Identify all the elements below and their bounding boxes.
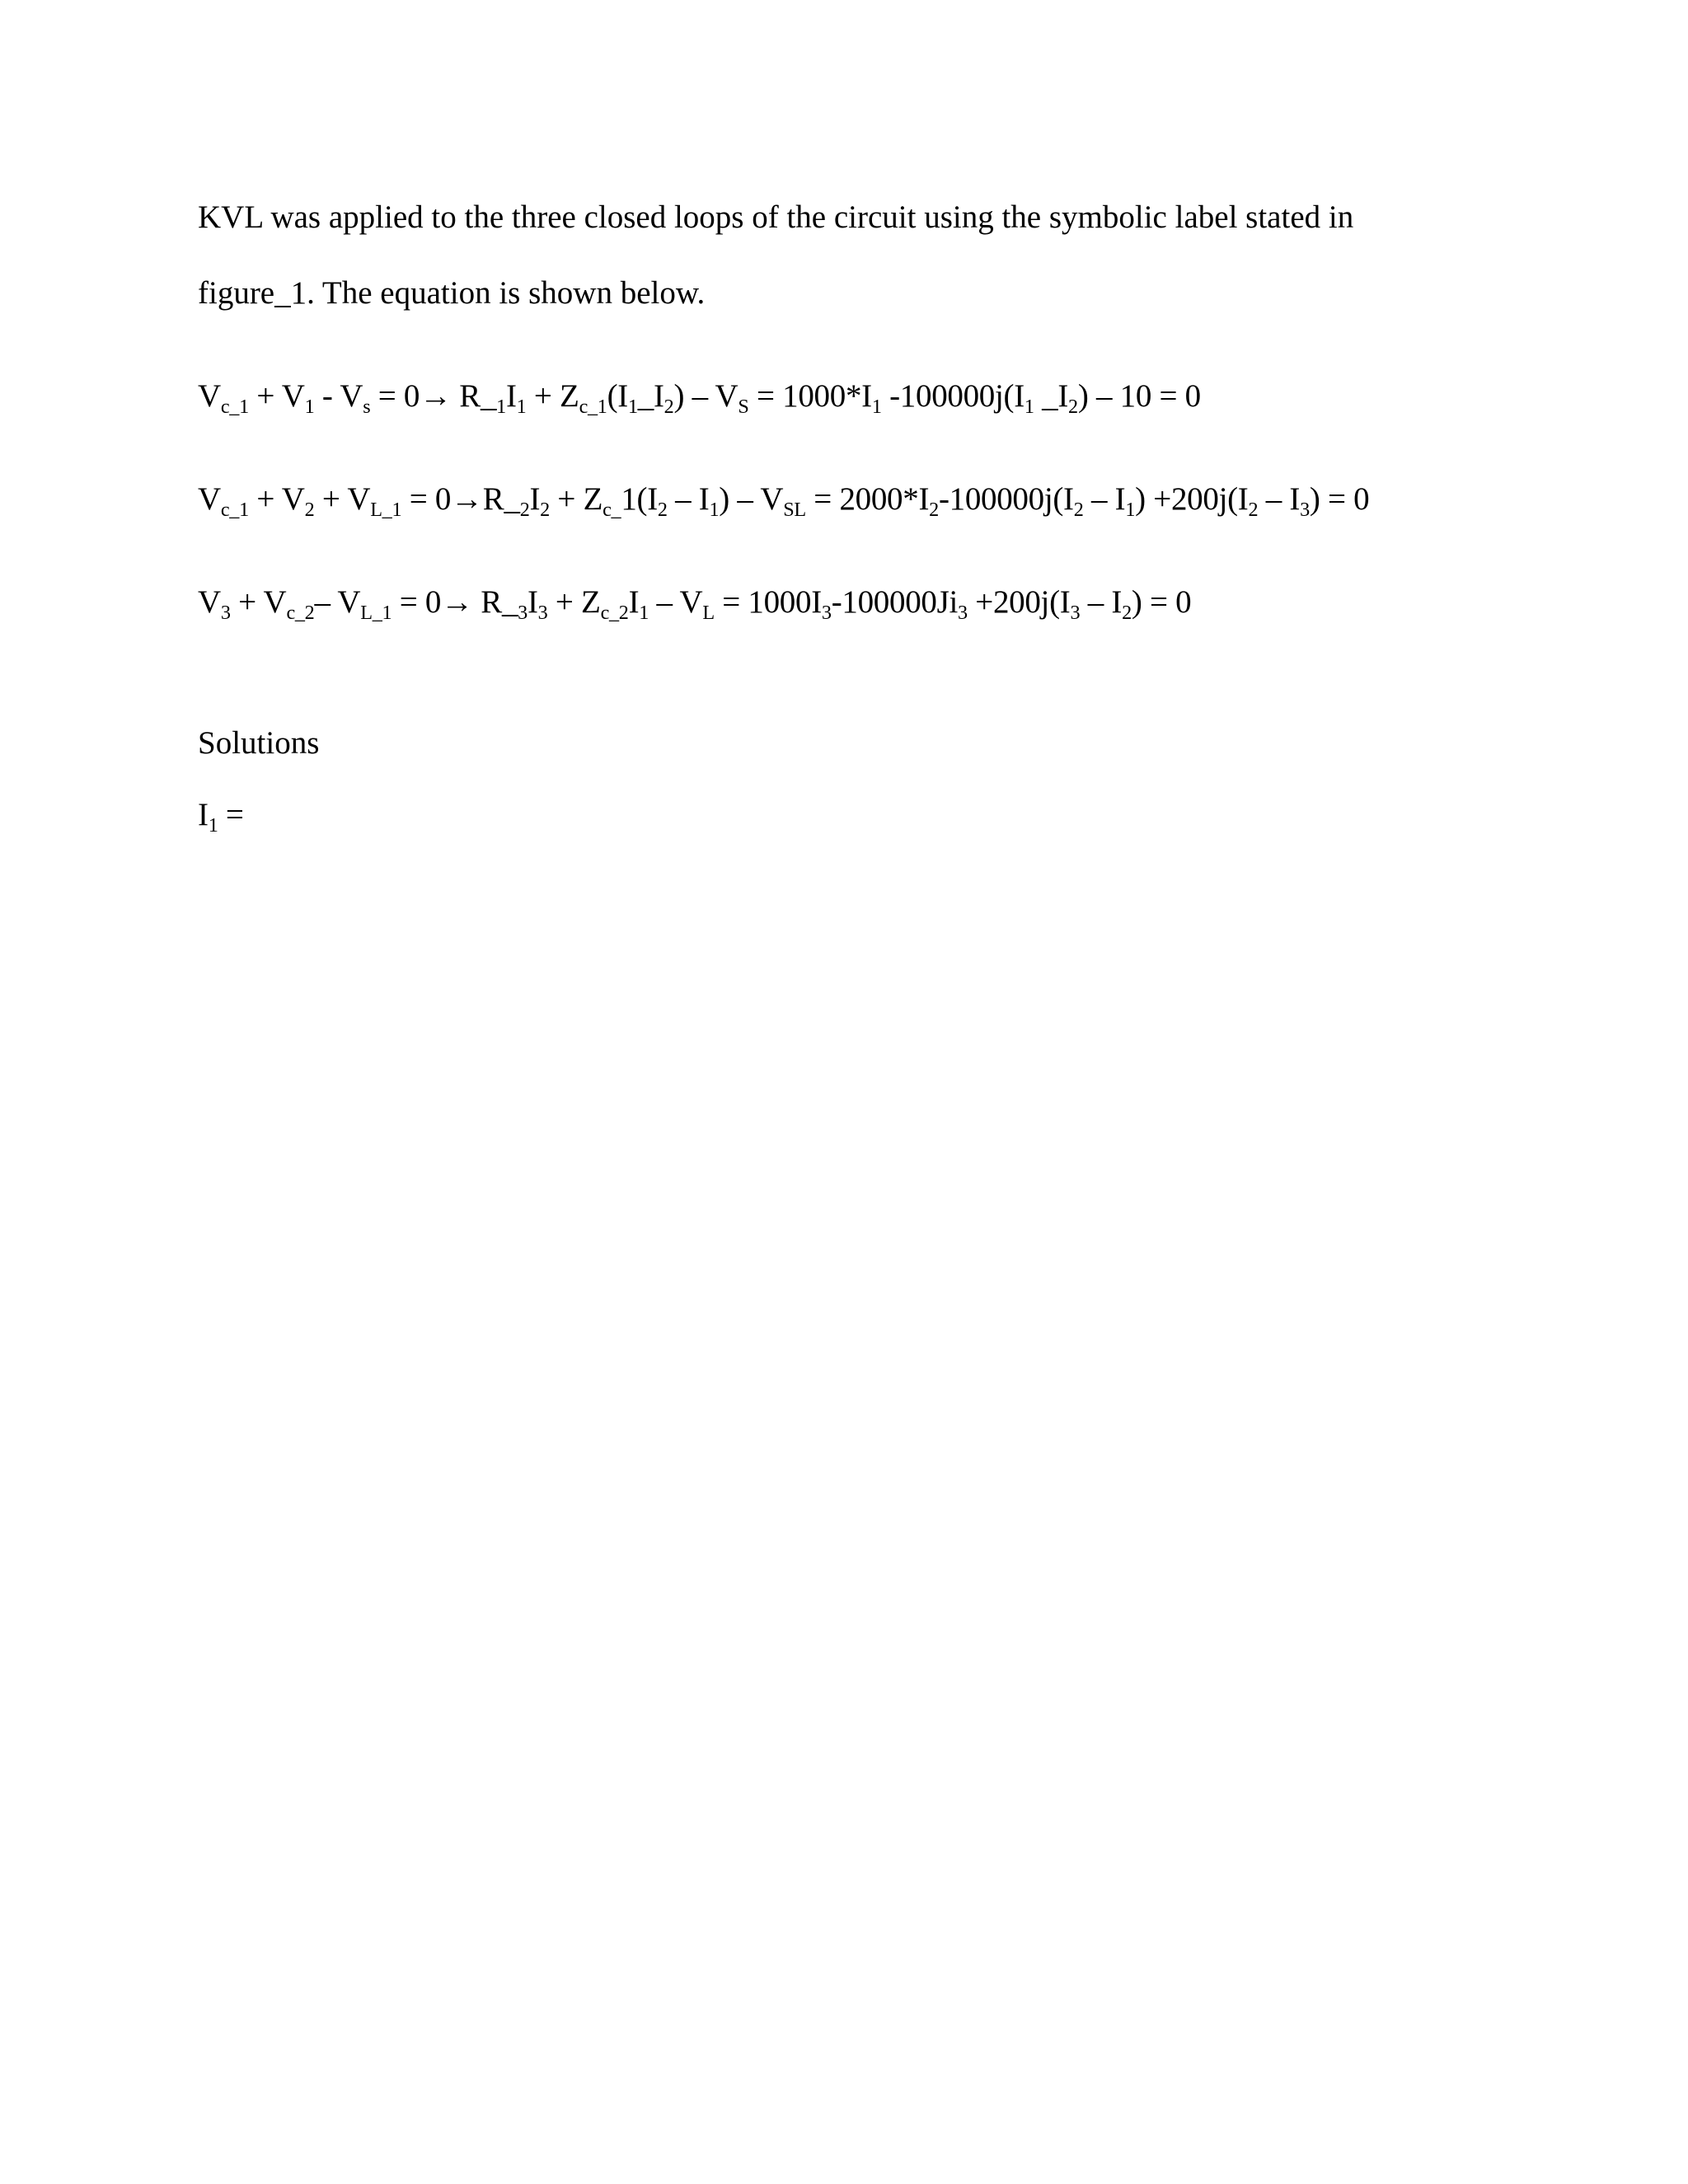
kvl-equation-loop-2: $V_{c\_1} + V_2 + V_{L\_1}$ = $0\to R\__2I_2 + Z_{c\_}1(I_2 - I_1) - V_{SL} = 2000*I_2-100000j(I_2 - I_1) +200j(I_2 - I_3) = 0$: [198, 481, 1370, 522]
paragraph-line-1: KVL was applied to the three closed loops of the circuit using the symbolic label stated in: [198, 199, 1354, 235]
kvl-equation-loop-3: $V_3 + V_{c\_2}-$ $V_{L\_1} = 0\to$ $R\__3I_3 + Z_{c\_2}I_1 - V_L = 1000I_3-100000Ji_3 +200j(I_3 - I_2) = 0$: [198, 584, 1192, 625]
kvl-equation-loop-1: $V_{c\_1} + V_1 - V_s = 0\to$ $R\__1I_1$ + $Z_{c\_1}(I_1\_I_2) - V_S = 1000*I_1$ $-100000j(I_1$ $\_I_2) - 10 = 0$: [198, 378, 1201, 419]
solution-i1: $I_1$ =: [198, 797, 244, 837]
solutions-heading: Solutions: [198, 725, 320, 761]
paragraph-line-2: figure_1. The equation is shown below.: [198, 275, 706, 311]
